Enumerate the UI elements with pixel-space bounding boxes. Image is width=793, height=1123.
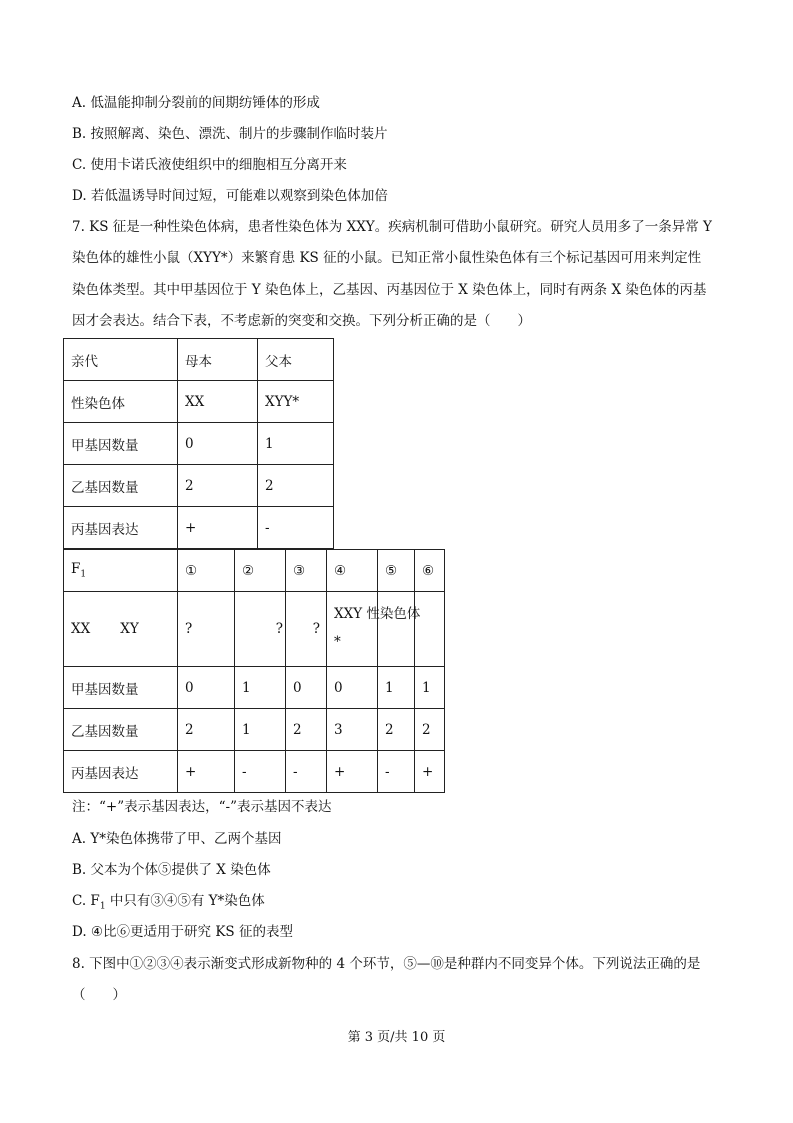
table-cell: ② — [235, 550, 286, 592]
table-cell: ③ — [286, 550, 327, 592]
option-c-prefix: C. F — [72, 893, 100, 909]
option-c-suffix: 中只有③④⑤有 Y*染色体 — [105, 893, 265, 909]
table-row — [64, 507, 334, 549]
table-cell: - — [378, 751, 415, 793]
table-cell: 0 — [327, 667, 378, 709]
table-cell: 2 — [178, 709, 235, 751]
f-label: F — [71, 561, 81, 578]
table-cell: 2 — [378, 709, 415, 751]
table-cell: ⑤ — [378, 550, 415, 592]
table-row — [64, 550, 445, 592]
table-row — [64, 751, 445, 793]
table-cell: 2 — [258, 465, 334, 507]
table-cell: 1 — [415, 667, 445, 709]
q6-option-b: B. 按照解离、染色、漂洗、制片的步骤制作临时装片 — [72, 126, 388, 142]
table-cell — [327, 592, 421, 667]
q7-option-b: B. 父本为个体⑤提供了 X 染色体 — [72, 862, 271, 878]
table-cell: 母本 — [178, 339, 258, 381]
table-cell: 2 — [178, 465, 258, 507]
option-c-subscript: 1 — [99, 901, 106, 912]
table-cell: ⑥ — [415, 550, 445, 592]
q8-stem-line-2: （ ） — [72, 987, 126, 1003]
table-cell: 乙基因数量 — [64, 709, 178, 751]
q6-option-a: A. 低温能抑制分裂前的间期纺锤体的形成 — [72, 95, 320, 111]
table-cell: - — [258, 507, 334, 549]
table-cell: 1 — [235, 667, 286, 709]
table-cell: + — [327, 751, 378, 793]
q8-stem-line-1: 8. 下图中①②③④表示渐变式形成新物种的 4 个环节，⑤—⑩是种群内不同变异个体。下列说法正确的是 — [72, 956, 701, 972]
q7-option-c — [72, 891, 265, 917]
table-cell: 0 — [178, 667, 235, 709]
table-cell: 丙基因表达 — [64, 507, 178, 549]
q7-stem-line-4: 因才会表达。结合下表，不考虑新的突变和交换。下列分析正确的是（ ） — [72, 313, 531, 329]
table-cell: 3 — [327, 709, 378, 751]
table-cell: 亲代 — [64, 339, 178, 381]
xxy-label: XXY 性染色体 — [334, 606, 421, 622]
table-row — [64, 667, 445, 709]
table-row — [64, 592, 445, 667]
table-cell: 2 — [286, 709, 327, 751]
q7-stem-line-1: 7. KS 征是一种性染色体病，患者性染色体为 XXY。疾病机制可借助小鼠研究。研究人员用多了一条异常 Y — [72, 219, 712, 235]
q6-option-d: D. 若低温诱导时间过短，可能难以观察到染色体加倍 — [72, 188, 388, 204]
table-cell: 2 — [415, 709, 445, 751]
sex-label-xx: XX — [71, 621, 91, 637]
table-cell — [64, 550, 178, 592]
q7-option-a: A. Y*染色体携带了甲、乙两个基因 — [72, 831, 282, 847]
table-cell: ? — [178, 592, 235, 667]
table-cell: - — [286, 751, 327, 793]
page-number: 第 3 页/共 10 页 — [347, 1030, 446, 1045]
f-label-subscript: 1 — [80, 569, 87, 580]
parents-table — [63, 338, 334, 549]
table-cell: 性染色体 — [64, 381, 178, 423]
table-cell: 父本 — [258, 339, 334, 381]
table-row — [64, 339, 334, 381]
f1-table — [63, 549, 445, 793]
table-cell: XX — [178, 381, 258, 423]
table-note: 注：“+”表示基因表达，“-”表示基因不表达 — [72, 799, 332, 815]
table-cell: + — [178, 751, 235, 793]
table-cell: 0 — [286, 667, 327, 709]
table-row — [64, 423, 334, 465]
q7-option-d: D. ④比⑥更适用于研究 KS 征的表型 — [72, 924, 293, 940]
q6-option-c: C. 使用卡诺氏液使组织中的细胞相互分离开来 — [72, 157, 347, 173]
sex-label-xy: XY — [120, 621, 139, 637]
table-cell: + — [415, 751, 445, 793]
xxy-star: * — [334, 634, 341, 650]
table-cell: 1 — [258, 423, 334, 465]
q7-stem-line-2: 染色体的雄性小鼠（XYY*）来繁育患 KS 征的小鼠。已知正常小鼠性染色体有三个标记基因可用来判定性 — [72, 250, 702, 266]
table-cell: ④ — [327, 550, 378, 592]
table-row — [64, 709, 445, 751]
table-cell: - — [235, 751, 286, 793]
table-cell: XYY* — [258, 381, 334, 423]
table-row — [64, 465, 334, 507]
table-cell: 1 — [378, 667, 415, 709]
table-cell: 0 — [178, 423, 258, 465]
table-cell: ? — [235, 592, 286, 667]
table-cell: 甲基因数量 — [64, 423, 178, 465]
q7-stem-line-3: 染色体类型。其中甲基因位于 Y 染色体上，乙基因、丙基因位于 X 染色体上，同时有两条 X 染色体的丙基 — [72, 282, 707, 298]
table-row — [64, 381, 334, 423]
table-cell: 甲基因数量 — [64, 667, 178, 709]
table-cell: ① — [178, 550, 235, 592]
table-cell — [64, 592, 178, 667]
table-cell: + — [178, 507, 258, 549]
table-cell: 1 — [235, 709, 286, 751]
table-cell: ? — [286, 592, 327, 667]
table-cell: 丙基因表达 — [64, 751, 178, 793]
table-cell: 乙基因数量 — [64, 465, 178, 507]
